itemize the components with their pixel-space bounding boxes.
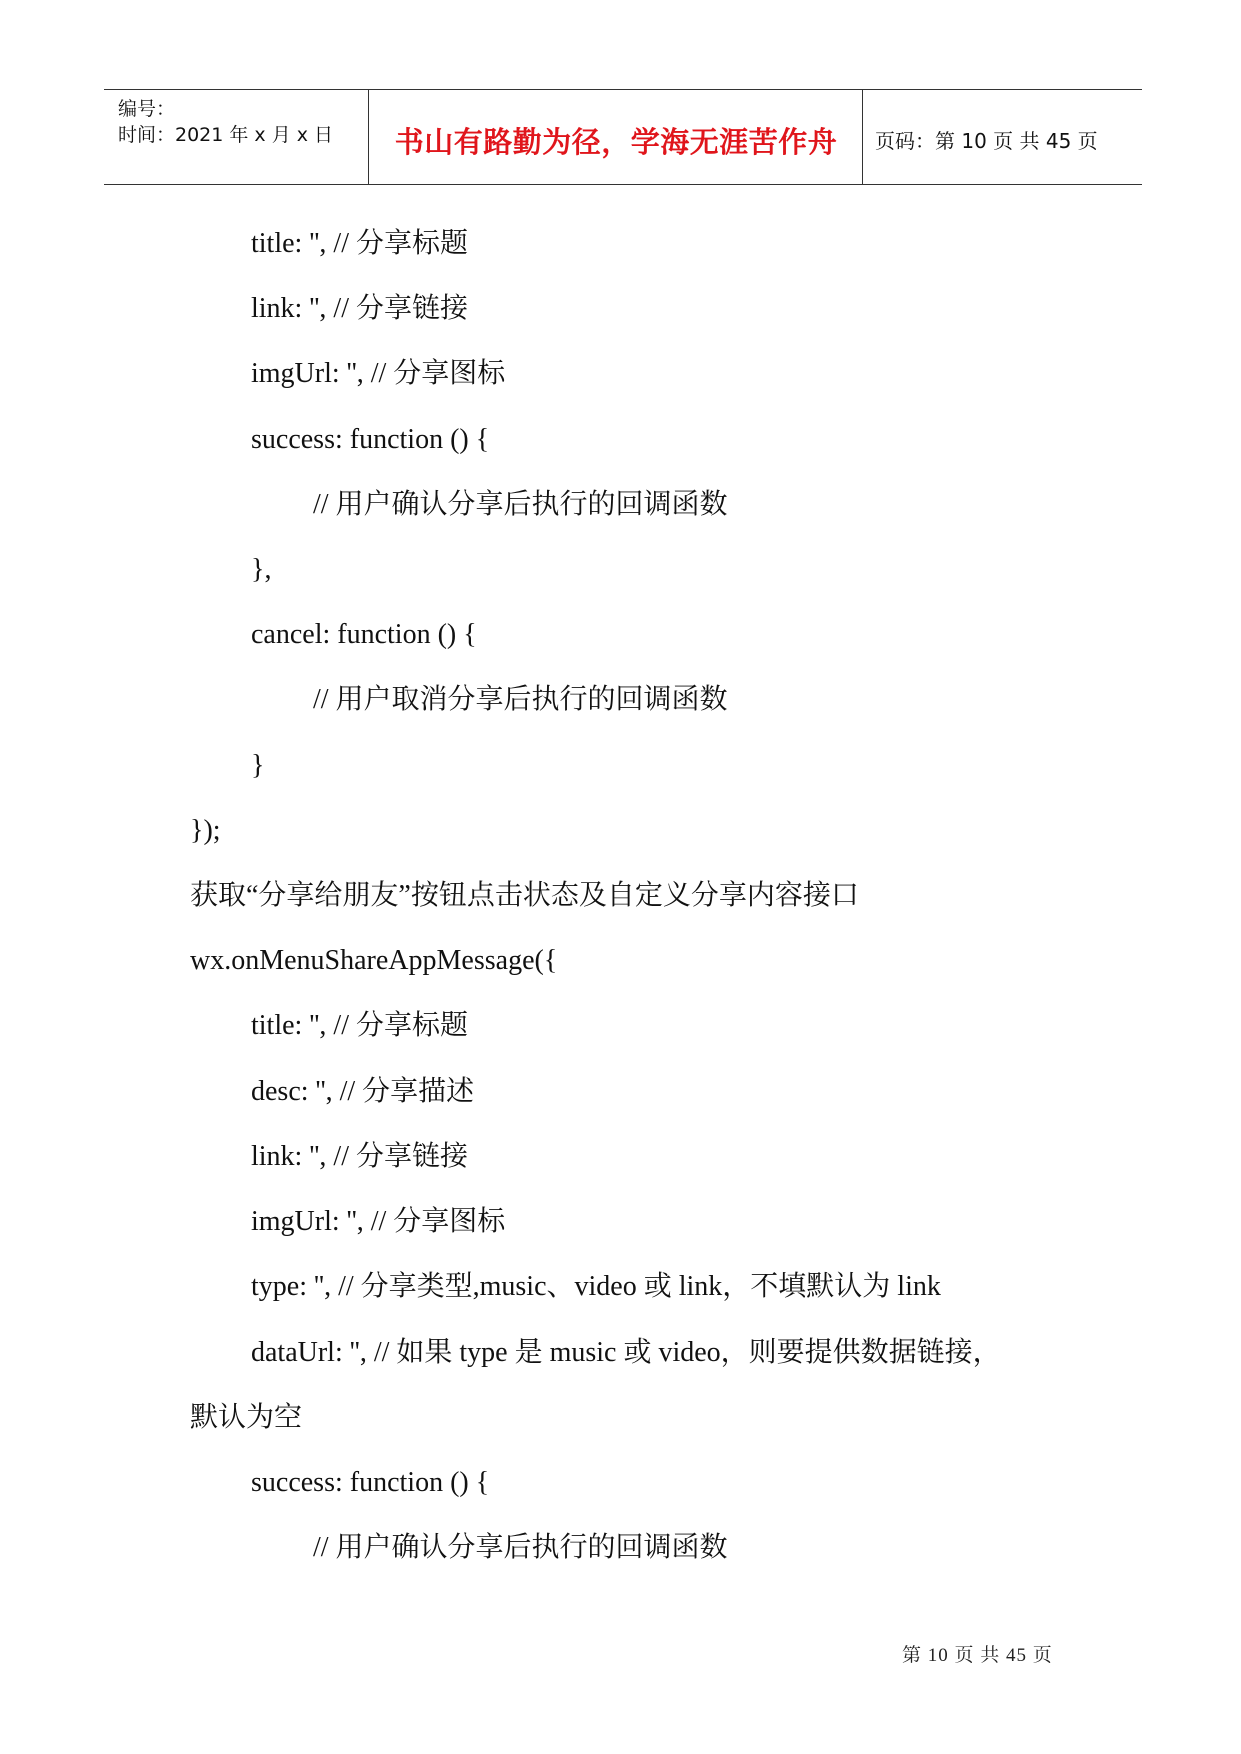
page-footer: 第 10 页 共 45 页 [902,1645,1053,1666]
header-page-info: 页码：第 10 页 共 45 页 [875,129,1098,153]
header-center-cell [369,90,863,184]
text-line: type: '', // 分享类型,music、video 或 link，不填默认为 link [251,1271,941,1302]
text-line: 获取“分享给朋友”按钮点击状态及自定义分享内容接口 [190,880,859,911]
text-line: }, [251,554,272,585]
text-line: // 用户取消分享后执行的回调函数 [313,684,728,715]
header-left-cell [104,90,369,184]
text-line: title: '', // 分享标题 [251,228,468,259]
text-line: link: '', // 分享链接 [251,293,468,324]
text-line: success: function () { [251,1467,490,1498]
header-motto: 书山有路勤为径，学海无涯苦作舟 [394,125,838,159]
text-line: // 用户确认分享后执行的回调函数 [313,489,728,520]
text-line: }); [190,815,221,846]
text-line: desc: '', // 分享描述 [251,1076,475,1107]
text-line: imgUrl: '', // 分享图标 [251,358,506,389]
text-line: dataUrl: '', // 如果 type 是 music 或 video，则要提供数据链接， [251,1337,1001,1368]
text-line: 默认为空 [190,1402,303,1433]
text-line: link: '', // 分享链接 [251,1141,468,1172]
text-line: // 用户确认分享后执行的回调函数 [313,1532,728,1563]
header-right-cell [863,90,1142,184]
text-line: success: function () { [251,424,490,455]
document-number-label: 编号： [118,98,176,120]
text-line: } [251,750,265,781]
text-line: wx.onMenuShareAppMessage({ [190,945,558,976]
text-line: title: '', // 分享标题 [251,1010,468,1041]
document-date-label: 时间：2021 年 x 月 x 日 [118,124,334,146]
text-line: imgUrl: '', // 分享图标 [251,1206,506,1237]
text-line: cancel: function () { [251,619,477,650]
page-header [104,89,1142,185]
